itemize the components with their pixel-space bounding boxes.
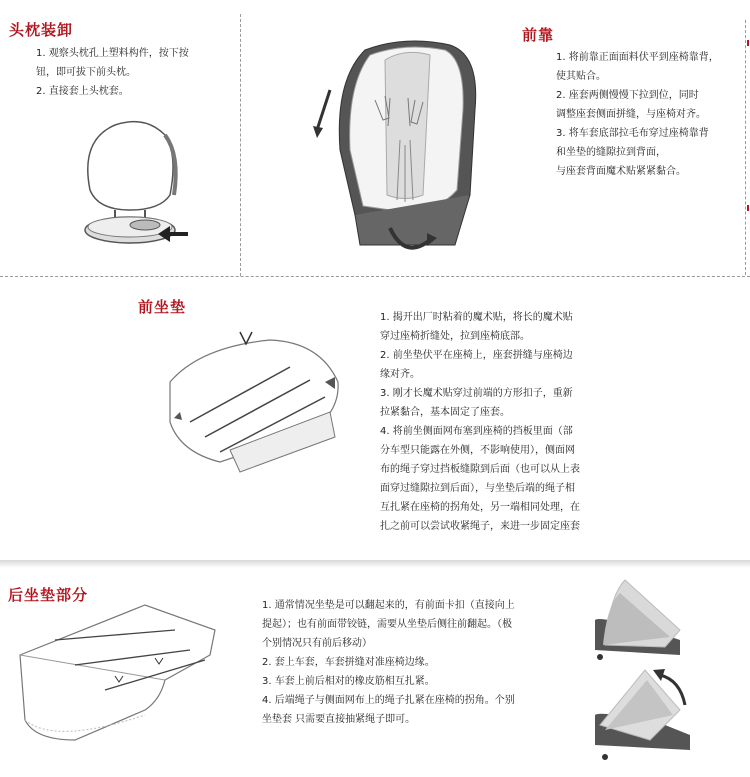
front-back-step-line: 2. 座套两侧慢慢下拉到位，同时 <box>556 90 699 101</box>
front-cushion-step-line: 扎之前可以尝试收紧绳子，来进一步固定座套 <box>380 521 580 532</box>
rear-cushion-step-line: 提起）；也有前面带铰链，需要从坐垫后侧往前翻起。（极 <box>262 619 512 630</box>
headrest-step-line: 钮，即可拔下前头枕。 <box>36 67 136 78</box>
rear-cushion-step-line: 2. 套上车套，车套拼缝对准座椅边缘。 <box>262 657 435 668</box>
front-cushion-step-line: 面穿过缝隙拉到后面），与坐垫后端的绳子相 <box>380 483 575 494</box>
divider-horizontal <box>0 276 750 277</box>
headrest-illustration <box>70 110 220 260</box>
rear-cushion-title: 后坐垫部分 <box>8 586 89 604</box>
front-back-step-line: 和坐垫的缝隙拉到背面， <box>556 147 666 158</box>
rear-cushion-steps <box>262 596 562 729</box>
front-cushion-step-line: 互扎紧在座椅的拐角处，另一端相同处理，在 <box>380 502 580 513</box>
front-cushion-step-line: 布的绳子穿过挡板缝隙到后面（也可以从上表 <box>380 464 580 475</box>
rear-cushion-illustration <box>15 600 225 755</box>
seat-back-illustration <box>305 30 505 260</box>
front-cushion-step-line: 穿过座椅折缝处，拉到座椅底部。 <box>380 331 530 342</box>
headrest-title: 头枕装卸 <box>9 21 74 39</box>
divider-vertical <box>240 14 241 276</box>
rear-cushion-step-line: 3. 车套上前后相对的橡皮筋相互扎紧。 <box>262 676 435 687</box>
front-cushion-steps <box>380 308 620 536</box>
front-cushion-step-line: 2. 前坐垫伏平在座椅上，座套拼缝与座椅边 <box>380 350 573 361</box>
front-cushion-step-line: 分车型只能露在外侧，不影响使用），侧面网 <box>380 445 575 456</box>
front-cushion-step-line: 1. 揭开出厂时粘着的魔术贴，将长的魔术贴 <box>380 312 573 323</box>
headrest-steps <box>36 44 236 101</box>
rear-cushion-step-line: 坐垫套 只需要直接抽紧绳子即可。 <box>262 714 416 725</box>
front-back-step-line: 1. 将前靠正面面料伏平到座椅靠背， <box>556 52 719 63</box>
front-back-step-line: 3. 将车套底部拉毛布穿过座椅靠背 <box>556 128 709 139</box>
front-cushion-step-line: 拉紧黏合，基本固定了座套。 <box>380 407 510 418</box>
headrest-step-line: 1. 观察头枕孔上塑料构件，按下按 <box>36 48 189 59</box>
front-cushion-step-line: 4. 将前坐侧面网布塞到座椅的挡板里面（部 <box>380 426 573 437</box>
headrest-step-line: 2. 直接套上头枕套。 <box>36 86 129 97</box>
rear-cushion-step-line: 个别情况只有前后移动） <box>262 638 372 649</box>
front-back-steps <box>556 48 746 181</box>
front-cushion-illustration <box>160 322 360 482</box>
front-back-title: 前靠 <box>522 26 555 44</box>
front-cushion-step-line: 3. 刚才长魔术贴穿过前端的方形扣子，重新 <box>380 388 573 399</box>
front-cushion-step-line: 缘对齐。 <box>380 369 420 380</box>
edge-marker <box>747 40 749 46</box>
edge-marker <box>747 205 749 211</box>
rear-cushion-step-line: 1. 通常情况坐垫是可以翻起来的，有前面卡扣（直接向上 <box>262 600 515 611</box>
front-back-step-line: 与座套背面魔术贴紧紧黏合。 <box>556 166 686 177</box>
front-cushion-title: 前坐垫 <box>138 298 187 316</box>
cushion-flip-illustration <box>585 575 705 765</box>
rear-cushion-step-line: 4. 后端绳子与侧面网布上的绳子扎紧在座椅的拐角。个别 <box>262 695 515 706</box>
section-separator <box>0 560 750 568</box>
front-back-step-line: 使其贴合。 <box>556 71 606 82</box>
front-back-step-line: 调整座套侧面拼缝，与座椅对齐。 <box>556 109 706 120</box>
